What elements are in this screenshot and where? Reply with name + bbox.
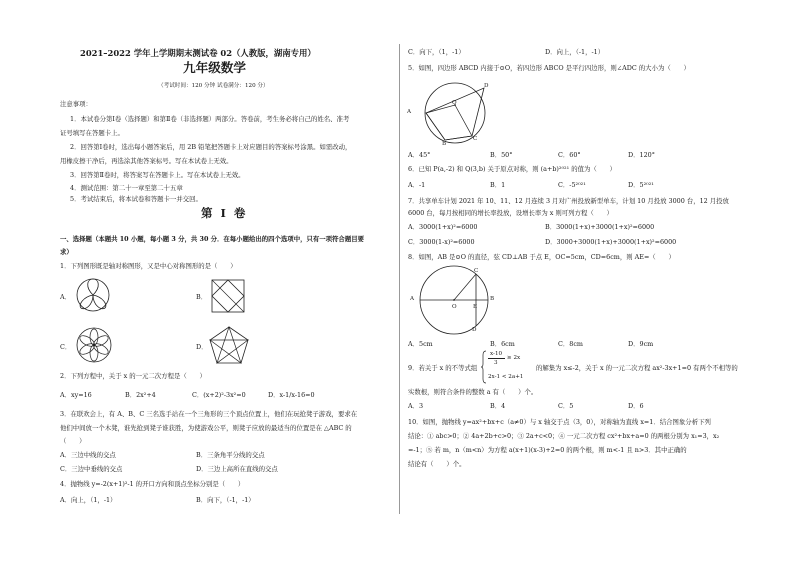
q9-option-a: A．3 xyxy=(408,402,424,410)
note-line: 5．考试结束后，将本试卷和答题卡一并交回。 xyxy=(70,195,202,203)
q2-option-b: B．2x²+4 xyxy=(125,391,156,399)
q2-option-c: C．(x+2)²-3x²=0 xyxy=(192,391,246,399)
diameter-chord-figure[interactable] xyxy=(412,262,498,338)
q3-option-a: A．三边中线的交点 xyxy=(60,451,116,459)
q6-option-d: D．5²⁰²¹ xyxy=(628,181,654,189)
system-brace xyxy=(481,350,487,384)
q3-option-c: C．三边中垂线的交点 xyxy=(60,465,123,473)
q2-option-a: A．xy=16 xyxy=(60,391,92,399)
note-line: 4．测试范围：第二十一章至第二十五章 xyxy=(70,184,183,192)
q3-option-b: B．三条角平分线的交点 xyxy=(196,451,265,459)
q9-ineq2: 2x-1 < 2a+1 xyxy=(488,374,524,380)
q6-option-c: C．-5²⁰²¹ xyxy=(558,181,586,189)
exam-meta: （考试时间：120 分钟 试卷满分：120 分） xyxy=(158,83,269,89)
section-heading-end: 求） xyxy=(60,248,73,256)
subject-title: 九年级数学 xyxy=(183,60,246,75)
q7-option-b: B．3000(1+x)+3000(1+x)²=6000 xyxy=(545,223,655,231)
q5-option-b: B．50° xyxy=(490,151,513,159)
q8-label-o: O xyxy=(452,304,457,310)
q7-option-c: C．3000(1-x)²=6000 xyxy=(408,238,475,246)
q5-label-d: D xyxy=(484,83,489,89)
q9-ineq1-numerator: x-10 xyxy=(490,351,503,357)
q8-label-c: C xyxy=(474,268,479,274)
q6-option-a: A．-1 xyxy=(408,181,426,189)
inscribed-quadrilateral-figure[interactable] xyxy=(410,78,490,148)
question-9-end: 实数根，则符合条件的整数 a 有（ ）个。 xyxy=(408,388,538,396)
q3-option-d: D．三边上高所在直线的交点 xyxy=(196,465,278,473)
question-3-line: 他们中间放一个木凳，谁先抢到凳子谁获胜，为使游戏公平，则凳子应放的最适当的位置是在 △ABC 的 xyxy=(60,424,352,432)
pentagram-figure[interactable] xyxy=(208,325,250,365)
q8-label-a: A xyxy=(410,296,415,302)
q9-option-b: B．4 xyxy=(490,402,506,410)
q8-label-b: B xyxy=(490,296,495,302)
notes-heading: 注意事项： xyxy=(60,100,92,108)
q7-option-a: A．3000(1+x)²=6000 xyxy=(408,223,478,231)
q5-label-a: A xyxy=(407,109,412,115)
part-heading: 第 Ⅰ 卷 xyxy=(201,206,248,220)
q4-option-a: A．向上，（1，-1） xyxy=(60,496,117,504)
question-8: 8．如图，AB 是⊙O 的直径，弦 CD⊥AB 于点 E，OC=5cm，CD=6cm，则 AE=（ ） xyxy=(408,253,675,261)
q5-option-c: C．60° xyxy=(558,151,581,159)
q4-option-d: D．向上，（-1，-1） xyxy=(545,48,605,56)
nested-squares-figure[interactable] xyxy=(210,278,246,314)
question-1: 1．下列图形既是轴对称图形，又是中心对称图形的是（ ） xyxy=(60,262,237,270)
note-line: 2．回答第Ⅰ卷时，选出每小题答案后，用 2B 铅笔把答题卡上对应题目的答案标号涂黑。如需改动， xyxy=(70,143,352,151)
q2-option-d: D．x-1/x-16=0 xyxy=(268,391,315,399)
q1-option-a-label: A． xyxy=(60,293,72,301)
question-4: 4．抛物线 y=-2(x+1)²-1 的开口方向和顶点坐标分别是（ ） xyxy=(60,480,245,488)
q9-ineq1-denominator: 3 xyxy=(494,360,498,366)
q5-label-c: C xyxy=(473,136,478,142)
question-7-line: 6000 台，每月按相同的增长率投放，设增长率为 x 则可列方程（ ） xyxy=(408,209,613,217)
q5-label-b: B xyxy=(442,141,447,147)
question-10-line: 结论有（ ）个。 xyxy=(408,460,466,468)
q8-label-d: D xyxy=(472,327,477,333)
question-7-line: 7．共享单车计划 2021 年 10、11、12 月连续 3 月对广州投放新型单车，计划 10 月投放 3000 台，12 月投放 xyxy=(408,197,729,205)
q6-option-b: B．1 xyxy=(490,181,506,189)
q1-option-c-label: C． xyxy=(60,343,72,351)
q8-option-b: B．6cm xyxy=(490,340,515,348)
column-divider xyxy=(399,44,400,514)
question-9-intro: 9．若关于 x 的不等式组 xyxy=(408,364,478,372)
question-10-line: 10．如图，抛物线 y=ax²+bx+c（a≠0）与 x 轴交于点（3，0），对称轴为直线 x=1．结合图象分析下列 xyxy=(408,418,711,426)
question-3-line: （ ） xyxy=(60,437,86,445)
q7-option-d: D．3000+3000(1+x)+3000(1+x)²=6000 xyxy=(545,238,677,246)
q5-option-a: A．45° xyxy=(408,151,431,159)
q8-option-d: D．9cm xyxy=(628,340,654,348)
q8-option-a: A．5cm xyxy=(408,340,433,348)
note-line: 1．本试卷分第Ⅰ卷（选择题）和第Ⅱ卷（非选择题）两部分。答卷前，考生务必将自己的姓名、准考 xyxy=(70,115,350,123)
trefoil-figure[interactable] xyxy=(75,277,111,313)
q9-ineq1-rhs: ≥ 2x xyxy=(507,355,521,361)
q8-option-c: C．8cm xyxy=(558,340,583,348)
flower-figure[interactable] xyxy=(75,326,113,364)
question-2: 2．下列方程中，关于 x 的一元二次方程是（ ） xyxy=(60,372,206,380)
question-9-body: 的解集为 x≤-2，关于 x 的一元二次方程 ax²-3x+1=0 有两个不相等的 xyxy=(536,364,738,372)
exam-title: 2021–2022 学年上学期期末测试卷 02（人教版，湖南专用） xyxy=(80,48,316,58)
q9-option-c: C．5 xyxy=(558,402,574,410)
q4-option-c: C．向下，（1，-1） xyxy=(408,48,465,56)
q5-option-d: D．120° xyxy=(628,151,655,159)
q4-option-b: B．向下，（-1，-1） xyxy=(196,496,255,504)
q5-label-o: O xyxy=(452,100,457,106)
section-heading: 一、选择题（本题共 10 小题，每小题 3 分，共 30 分．在每小题给出的四个选项中，只有一项符合题目要 xyxy=(60,235,364,243)
q1-option-b-label: B． xyxy=(196,293,208,301)
question-3-line: 3．在联欢会上，有 A、B、C 三名选手站在一个三角形的三个顶点位置上，他们在玩抢凳子游戏，要求在 xyxy=(60,410,358,418)
question-10-line: =-1；⑤ 若 m，n（m<n）为方程 a(x+1)(x-3)+2=0 的两个根，则 m<-1 且 n>3．其中正确的 xyxy=(408,446,687,454)
note-line: 3．回答第Ⅱ卷时，将答案写在答题卡上。写在本试卷上无效。 xyxy=(70,171,245,179)
question-5: 5．如图，四边形 ABCD 内接于⊙O，若四边形 ABCO 是平行四边形，则∠ADC 的大小为（ ） xyxy=(408,64,690,72)
q1-option-d-label: D． xyxy=(196,343,208,351)
note-line: 用橡皮擦干净后，再选涂其他答案标号。写在本试卷上无效。 xyxy=(60,157,233,165)
q8-label-e: E xyxy=(473,304,478,310)
question-6: 6．已知 P(a,-2) 和 Q(3,b) 关于原点对称，则 (a+b)²⁰²¹ 的值为（ ） xyxy=(408,165,616,173)
question-10-line: 结论：① abc>0；② 4a+2b+c>0；③ 2a+c<0；④ 一元二次方程 cx²+bx+a=0 的两根分别为 x₁=3，x₂ xyxy=(408,432,720,440)
q9-option-d: D．6 xyxy=(628,402,644,410)
note-line: 证号填写在答题卡上。 xyxy=(60,129,124,137)
